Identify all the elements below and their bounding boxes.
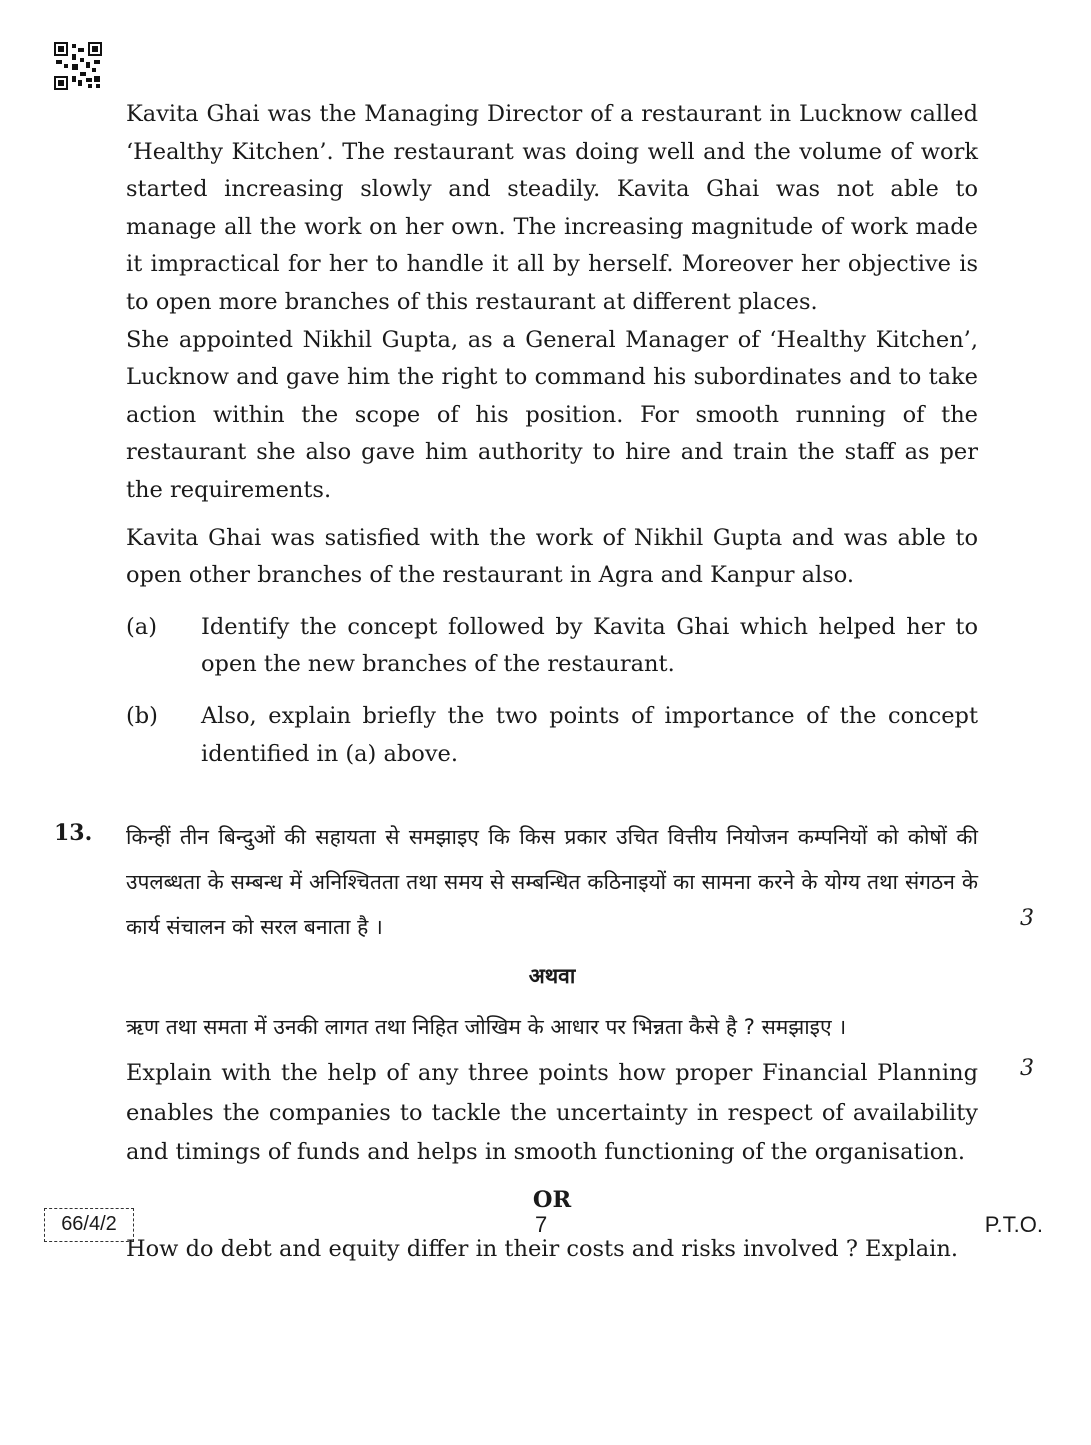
- marks-main: 3: [1020, 906, 1034, 931]
- case-paragraph: Kavita Ghai was satisfied with the work of Nikhil Gupta and was able to open other branches of the restaurant in Agra and Kanpur also.: [126, 524, 978, 589]
- question-number: 13.: [54, 820, 93, 846]
- question-english-alternative: How do debt and equity differ in their costs and risks involved ? Explain.: [126, 1236, 958, 1262]
- qr-code-icon: [54, 42, 102, 90]
- question-13: [126, 815, 978, 1270]
- pto-label: P.T.O.: [984, 1212, 1043, 1237]
- sub-question: [126, 609, 978, 684]
- sub-question-text: Identify the concept followed by Kavita Ghai which helped her to open the new branches of the restaurant.: [201, 613, 978, 678]
- case-paragraph: She appointed Nikhil Gupta, as a General Manager of ‘Healthy Kitchen’, Lucknow and gave him the right to command his subordinates and to take action within the scope of his position. For smooth running of the restaurant she also gave him authority to hire and train the staff as per the requirements.: [126, 326, 978, 503]
- sub-question-label: (a): [126, 613, 157, 640]
- or-heading-hindi: अथवा: [528, 964, 576, 988]
- marks-alternative: 3: [1020, 1056, 1034, 1081]
- sub-question-label: (b): [126, 702, 158, 729]
- question-english-main: Explain with the help of any three points how proper Financial Planning enables the companies to tackle the uncertainty in respect of availability and timings of funds and helps in smooth functioning of the organisation.: [126, 1060, 978, 1165]
- case-paragraph: Kavita Ghai was the Managing Director of a restaurant in Lucknow called ‘Healthy Kitchen’. The restaurant was doing well and the volume of work started increasing slowly and steadily. Kavita Ghai was not able to manage all the work on her own. The increasing magnitude of work made it impractical for her to handle it all by herself. Moreover her objective is to open more branches of this restaurant at different places.: [126, 101, 978, 315]
- paper-code: 66/4/2: [44, 1208, 134, 1242]
- or-heading-english: OR: [532, 1186, 572, 1213]
- question-hindi-alternative: ऋण तथा समता में उनकी लागत तथा निहित जोखिम के आधार पर भिन्नता कैसे है ? समझाइए ।: [126, 1015, 847, 1039]
- sub-question: [126, 698, 978, 773]
- case-study: [126, 96, 978, 787]
- page-number: 7: [535, 1212, 548, 1237]
- sub-question-list: [126, 609, 978, 773]
- question-hindi-main: किन्हीं तीन बिन्दुओं की सहायता से समझाइए कि किस प्रकार उचित वित्तीय नियोजन कम्पनियों को कोषों की उपलब्धता के सम्बन्ध में अनिश्चितता तथा समय से सम्बन्धित कठिनाइयों का सामना करने के योग्य तथा संगठन के कार्य संचालन को सरल बनाता है ।: [126, 825, 978, 939]
- sub-question-text: Also, explain briefly the two points of importance of the concept identified in (a) above.: [201, 702, 978, 767]
